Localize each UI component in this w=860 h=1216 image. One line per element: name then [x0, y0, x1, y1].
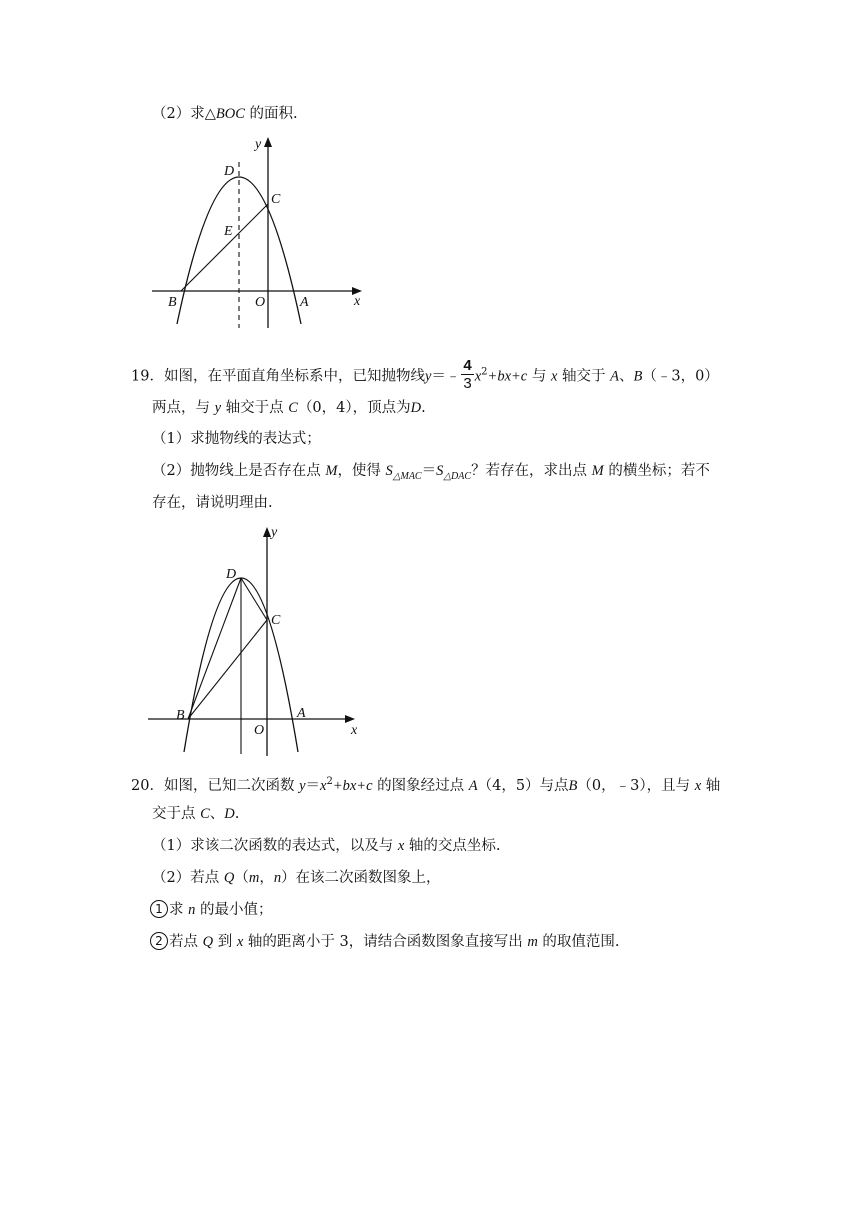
q19-part1: （1）求抛物线的表达式；: [152, 431, 321, 447]
fig2-label-x: x: [351, 723, 358, 738]
fig1-label-a: A: [300, 295, 309, 310]
fig2-label-c: C: [271, 613, 281, 628]
fig1-segment-bc: [181, 204, 268, 291]
fig1-label-d: D: [224, 164, 235, 179]
q20-sub2: 2 若点 Q 到 x 轴的距离小于 3，请结合函数图象直接写出 m 的取值范围.: [150, 932, 620, 952]
fig1-label-x: x: [354, 294, 361, 309]
fig2-label-o: O: [254, 723, 265, 738]
fig1-label-y: y: [255, 137, 262, 152]
fig2-segment-dc: [241, 578, 267, 620]
q20-part2: （2）若点 Q（m，n）在该二次函数图象上，: [152, 870, 441, 886]
q19-part2-line2: 存在，请说明理由.: [152, 495, 273, 511]
fraction-4-3: $\frac{4}{3}$: [463, 357, 472, 392]
fig2-label-b: B: [176, 708, 185, 723]
fig1-label-o: O: [255, 295, 266, 310]
fig2-y-arrow: [263, 527, 271, 537]
fig2-label-y: y: [271, 525, 278, 540]
fig2-x-arrow: [345, 715, 355, 723]
q20-line1: 20．如图，已知二次函数 $y=x^2+bx+c$ 的图象经过点 A（4，5）与点B（0，﹣3），且与 x 轴: [131, 776, 721, 794]
q18-part2: （2）求△BOC 的面积.: [152, 106, 298, 122]
fig1-label-c: C: [271, 192, 281, 207]
q19-line2: 两点，与 y 轴交于点 C（0，4），顶点为D.: [152, 400, 426, 416]
fig1-label-b: B: [168, 295, 177, 310]
q20-part1: （1）求该二次函数的表达式，以及与 x 轴的交点坐标.: [152, 838, 501, 854]
figure-18-parabola: [140, 130, 380, 330]
fig1-y-arrow: [264, 137, 272, 147]
fig2-label-a: A: [297, 706, 306, 721]
fig1-label-e: E: [224, 224, 233, 239]
fig2-segment-bd: [188, 578, 241, 719]
q20-line2: 交于点 C、D.: [152, 806, 240, 822]
q20-sub1: 1 求 n 的最小值；: [150, 900, 272, 920]
fig2-label-d: D: [226, 567, 237, 582]
circled-number-1: 1: [150, 900, 168, 918]
figure-19-parabola: [140, 520, 380, 760]
q19-line1: 19．如图，在平面直角坐标系中，已知抛物线y＝﹣ $\frac{4}{3}$ $x^2+bx+c$ 与 x 轴交于 A、B（﹣3，0）: [131, 357, 719, 392]
q19-part2-line1: （2）抛物线上是否存在点 M，使得 $S_{\triangle MAC}=S_{\triangle DAC}$？若存在，求出点 M 的横坐标；若不: [152, 463, 710, 482]
circled-number-2: 2: [150, 932, 168, 950]
